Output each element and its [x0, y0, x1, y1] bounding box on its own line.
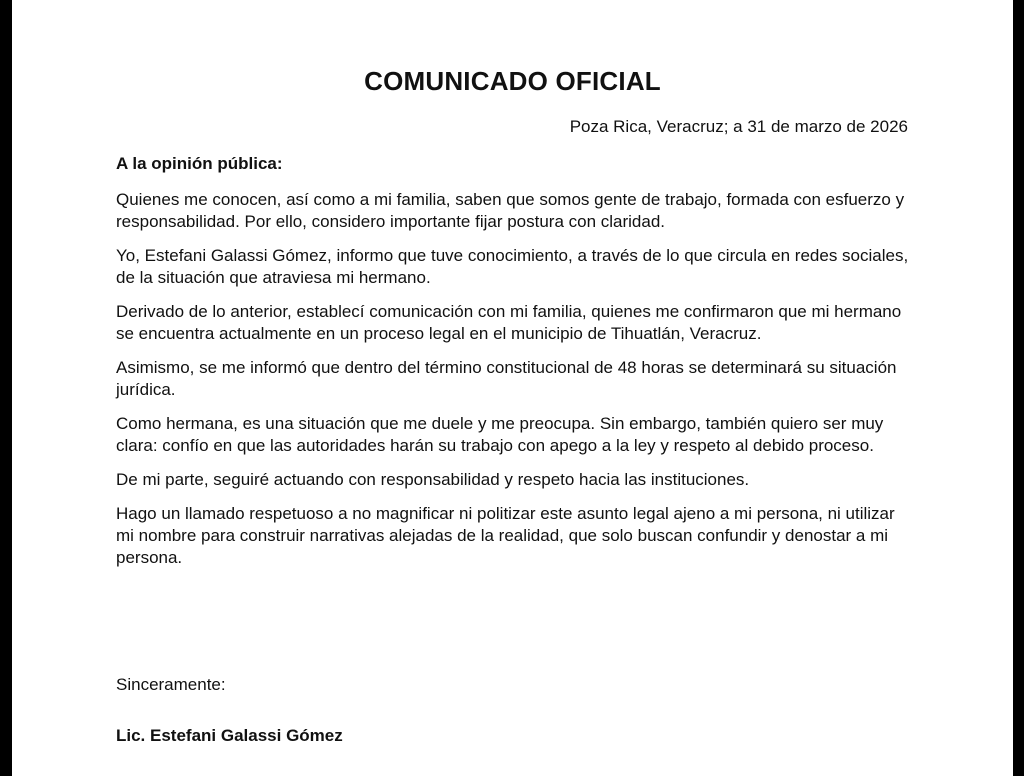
paragraph: Yo, Estefani Galassi Gómez, informo que tuve conocimiento, a través de lo que circula en redes sociales, de la situación que atraviesa mi hermano. — [116, 246, 909, 287]
paragraph: De mi parte, seguiré actuando con responsabilidad y respeto hacia las instituciones. — [116, 470, 750, 489]
closing: Sinceramente: — [116, 675, 226, 694]
document-page — [12, 0, 1013, 776]
salutation: A la opinión pública: — [116, 154, 283, 173]
left-border-bar — [0, 0, 12, 776]
paragraph: Quienes me conocen, así como a mi familia, saben que somos gente de trabajo, formada con esfuerzo y responsabilidad. Por ello, considero importante fijar postura con claridad. — [116, 190, 905, 231]
paragraph: Derivado de lo anterior, establecí comunicación con mi familia, quienes me confirmaron que mi hermano se encuentra actualmente en un proceso legal en el municipio de Tihuatlán, Veracruz. — [116, 302, 902, 343]
document-title: COMUNICADO OFICIAL — [364, 66, 661, 96]
document-body — [116, 189, 916, 581]
right-border-bar — [1013, 0, 1024, 776]
paragraph: Hago un llamado respetuoso a no magnificar ni politizar este asunto legal ajeno a mi persona, ni utilizar mi nombre para construir narrativas alejadas de la realidad, que solo buscan confundir y denostar a mi persona. — [116, 504, 895, 567]
signature: Lic. Estefani Galassi Gómez — [116, 726, 343, 745]
paragraph: Como hermana, es una situación que me duele y me preocupa. Sin embargo, también quiero ser muy clara: confío en que las autoridades harán su trabajo con apego a la ley y respeto al debido proceso. — [116, 414, 884, 455]
place-date: Poza Rica, Veracruz; a 31 de marzo de 2026 — [569, 117, 908, 136]
paragraph: Asimismo, se me informó que dentro del término constitucional de 48 horas se determinará su situación jurídica. — [116, 358, 897, 399]
